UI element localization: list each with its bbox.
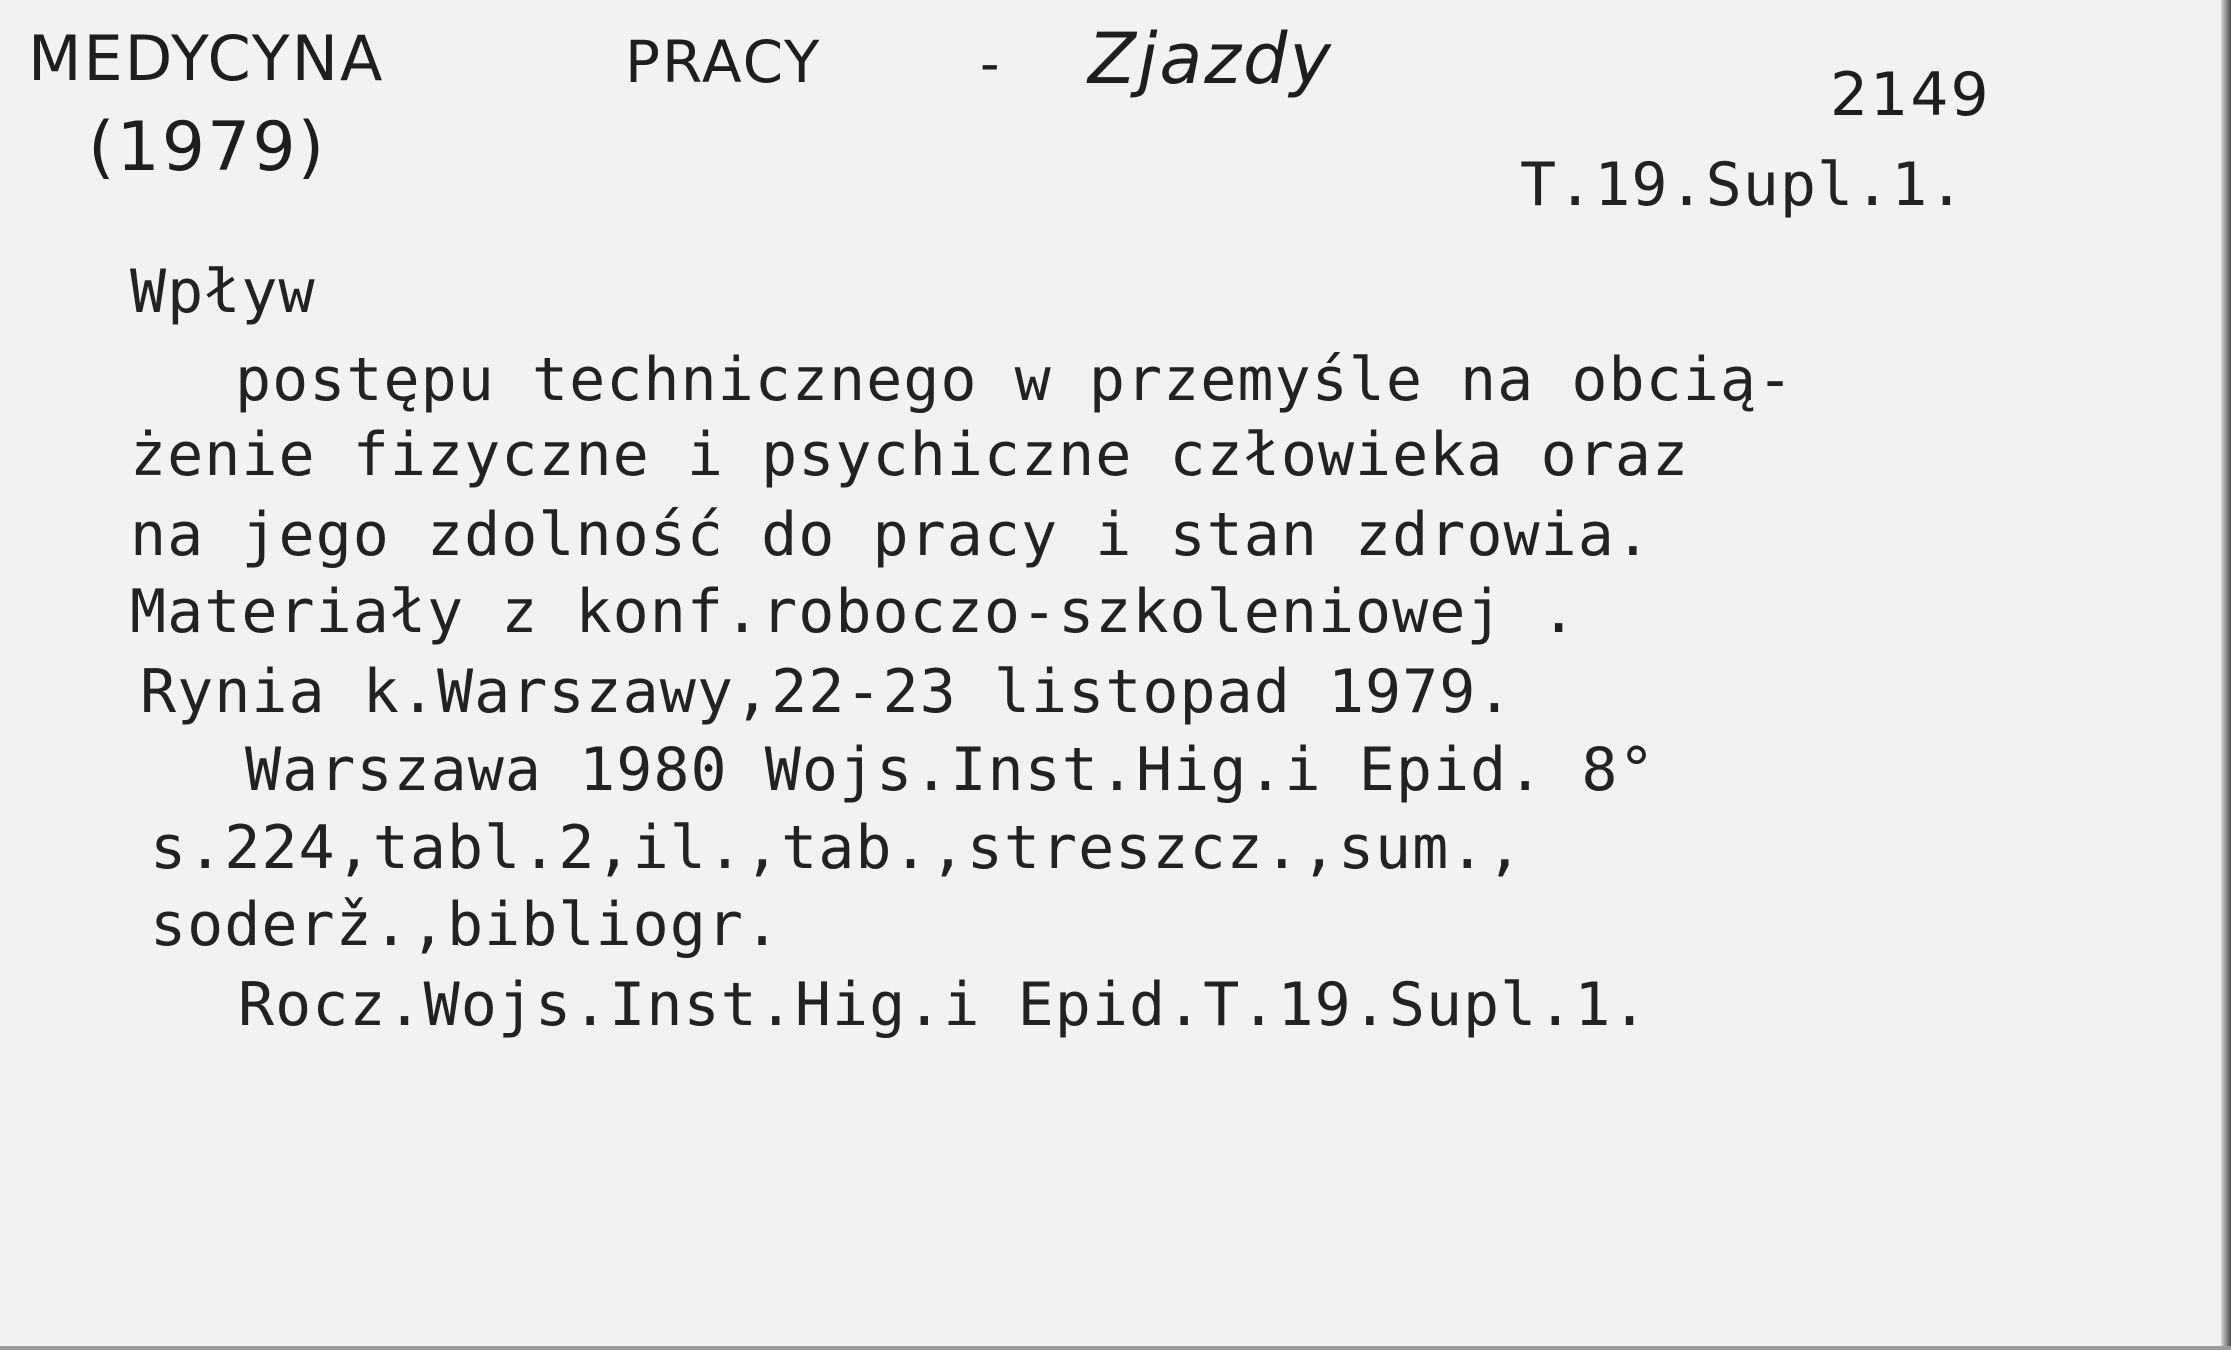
subject-heading-year: (1979) (88, 108, 327, 187)
body-line-title-start: Wpływ (130, 257, 316, 327)
card-right-edge (2221, 0, 2231, 1350)
body-line-4: na jego zdolność do pracy i stan zdrowia. (130, 500, 1653, 570)
body-line-series: Rocz.Wojs.Inst.Hig.i Epid.T.19.Supl.1. (238, 970, 1649, 1040)
body-line-collation: s.224,tabl.2,il.,tab.,streszcz.,sum., (150, 813, 1524, 883)
body-line-imprint: Warszawa 1980 Wojs.Inst.Hig.i Epid. 8° (245, 735, 1656, 805)
subject-heading-zjazdy: Zjazdy (1088, 18, 1333, 100)
subject-heading-medycyna: MEDYCYNA (28, 22, 385, 95)
body-line-3: żenie fizyczne i psychiczne człowieka oraz (130, 420, 1690, 490)
body-line-6: Rynia k.Warszawy,22-23 listopad 1979. (140, 657, 1514, 727)
subject-heading-pracy: PRACY (625, 28, 822, 96)
card-bottom-edge (0, 1346, 2231, 1350)
body-line-2: postępu technicznego w przemyśle na obcią- (235, 345, 1795, 415)
call-number: 2149 (1830, 60, 1991, 130)
body-line-5: Materiały z konf.roboczo-szkoleniowej . (130, 577, 1578, 647)
subject-heading-dash: - (980, 32, 1002, 95)
shelf-mark: T.19.Supl.1. (1520, 150, 1966, 220)
body-line-collation-cont: soderž.,bibliogr. (150, 890, 782, 960)
